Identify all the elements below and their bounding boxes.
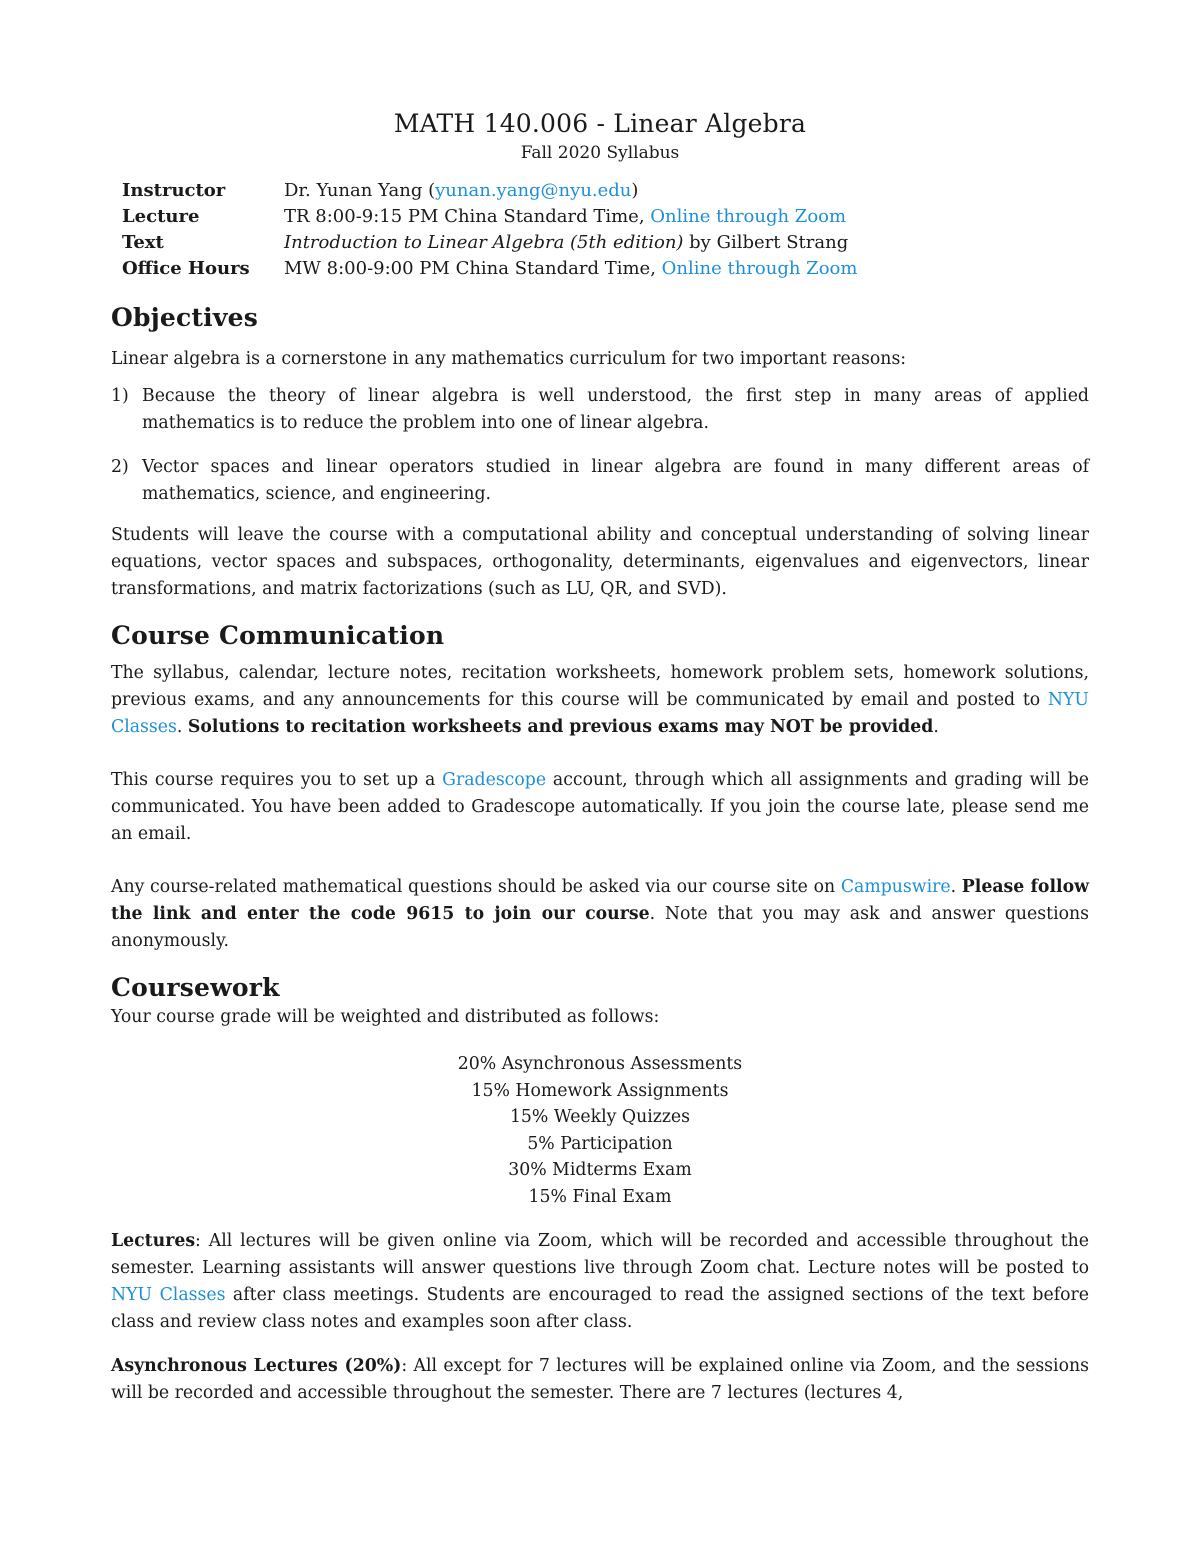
page-subtitle: Fall 2020 Syllabus [520, 143, 680, 163]
grading-item: 20% Asynchronous Assessments [457, 1054, 743, 1074]
office-hours-label: Office Hours [122, 258, 250, 279]
list-item [111, 454, 1089, 508]
coursework-heading: Coursework [111, 973, 280, 1002]
course-info-table [122, 178, 1089, 282]
textbook-title: Introduction to Linear Algebra (5th edition) [284, 232, 684, 253]
text-label: Text [122, 232, 164, 253]
async-lectures-label: Asynchronous Lectures (20%) [111, 1355, 402, 1376]
instructor-name: Dr. Yunan Yang ( [284, 180, 436, 201]
instructor-value [284, 178, 1089, 204]
grading-item: 5% Participation [527, 1133, 673, 1154]
page-title: MATH 140.006 - Linear Algebra [393, 109, 807, 138]
office-hours-zoom-link[interactable]: Online through Zoom [661, 258, 858, 279]
list-item-number: 2) [111, 457, 129, 477]
grading-item: 15% Homework Assignments [471, 1080, 729, 1101]
office-hours-value [284, 256, 1089, 282]
async-lectures-text: : All except for 7 lectures will be explained online via Zoom, and the sessions will be recorded and accessible throughout the semester. There are 7 lectures (lectures 4, [111, 1355, 1089, 1403]
instructor-email-link[interactable]: yunan.yang@nyu.edu [435, 180, 632, 201]
syllabus-page [111, 108, 1089, 1407]
communication-p3-bold: Please follow the link and enter the code 9615 to join our course [111, 877, 1089, 924]
grading-item: 15% Weekly Quizzes [509, 1107, 691, 1128]
objectives-list [111, 383, 1089, 508]
communication-p1-end: . [933, 717, 939, 737]
grading-breakdown [111, 1051, 1089, 1211]
coursework-intro: Your course grade will be weighted and distributed as follows: [111, 1007, 660, 1027]
communication-heading: Course Communication [111, 621, 445, 650]
list-item-text: Because the theory of linear algebra is well understood, the first step in many areas of applied mathematics is to reduce the problem into one of linear algebra. [142, 386, 1089, 433]
textbook-author: by Gilbert Strang [683, 232, 849, 253]
list-item [111, 383, 1089, 437]
nyu-classes-link[interactable]: NYU Classes [111, 690, 1089, 737]
communication-p2-pre: This course requires you to set up a [111, 770, 443, 790]
communication-p3-post: . Note that you may ask and answer questions anonymously. [111, 904, 1090, 951]
communication-p1-bold: Solutions to recitation worksheets and previous exams may NOT be provided [187, 717, 934, 737]
campuswire-link[interactable]: Campuswire [840, 877, 951, 897]
communication-paragraph-1 [111, 660, 1089, 741]
lectures-label: Lectures [111, 1230, 196, 1251]
objectives-summary: Students will leave the course with a computational ability and conceptual understanding of solving linear equations, vector spaces and subspaces, orthogonality, determinants, eigenvalues and eigenvectors, linear transformations, and matrix factorizations (such as LU, QR, and SVD). [111, 525, 1089, 599]
communication-p3-pre: Any course-related mathematical questions should be asked via our course site on [111, 877, 841, 897]
list-item-text: Vector spaces and linear operators studied in linear algebra are found in many different areas of mathematics, science, and engineering. [142, 457, 1089, 504]
objectives-intro: Linear algebra is a cornerstone in any mathematics curriculum for two important reasons: [111, 349, 907, 369]
lectures-text-end: after class meetings. Students are encouraged to read the assigned sections of the text before class and review class notes and examples soon after class. [111, 1284, 1089, 1332]
grading-item: 30% Midterms Exam [508, 1160, 692, 1181]
communication-paragraph-3 [111, 874, 1089, 955]
info-row-lecture [122, 204, 1089, 230]
objectives-heading: Objectives [111, 303, 258, 332]
info-row-instructor [122, 178, 1089, 204]
communication-p2-post: account, through which all assignments and grading will be communicated. You have been added to Gradescope automatically. If you join the course late, please send me an email. [111, 770, 1090, 844]
gradescope-link[interactable]: Gradescope [442, 770, 547, 790]
lecture-time: TR 8:00-9:15 PM China Standard Time, [284, 206, 651, 227]
lectures-nyu-classes-link[interactable]: NYU Classes [111, 1284, 226, 1305]
lecture-zoom-link[interactable]: Online through Zoom [650, 206, 847, 227]
lecture-label: Lecture [122, 206, 200, 227]
grading-item: 15% Final Exam [528, 1186, 672, 1207]
communication-p1-text: The syllabus, calendar, lecture notes, recitation worksheets, homework problem sets, homework solutions, previous exams, and any announcements for this course will be communicated by email and posted to [111, 663, 1089, 710]
lecture-value [284, 204, 1089, 230]
lectures-paragraph [111, 1228, 1089, 1336]
office-hours-time: MW 8:00-9:00 PM China Standard Time, [284, 258, 662, 279]
instructor-paren: ) [631, 180, 639, 201]
communication-p3-sep: . [950, 877, 962, 897]
instructor-label: Instructor [122, 180, 226, 201]
communication-paragraph-2 [111, 767, 1089, 848]
info-row-office-hours [122, 256, 1089, 282]
info-row-text [122, 230, 1089, 256]
lectures-text: : All lectures will be given online via Zoom, which will be recorded and accessible throughout the semester. Learning assistants will answer questions live through Zoom chat. Lecture notes will be posted to [111, 1230, 1089, 1278]
async-lectures-paragraph [111, 1353, 1089, 1407]
list-item-number: 1) [111, 386, 129, 406]
text-value [284, 230, 1089, 256]
communication-p1-sep: . [176, 717, 188, 737]
